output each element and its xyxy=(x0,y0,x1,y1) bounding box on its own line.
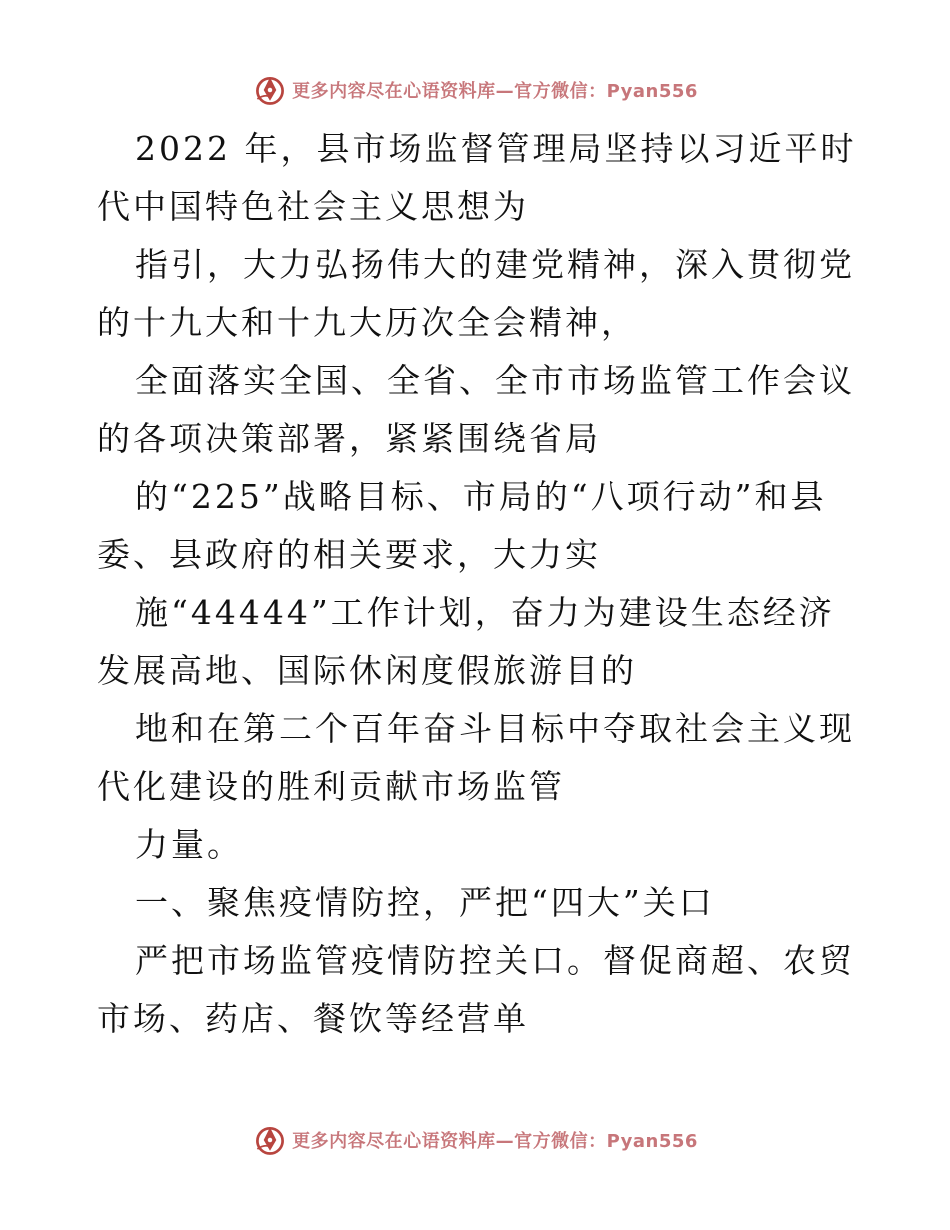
watermark-footer xyxy=(0,1120,950,1160)
watermark-group xyxy=(252,72,698,108)
text-line: 化建设的胜利贡献市场监管 xyxy=(133,767,565,806)
text-line: 地和在第二个百年奋斗目标中夺取社会主义现代 xyxy=(97,709,855,806)
watermark-group xyxy=(252,1122,698,1158)
text-line: 施“44444”工作计划，奋力为建设生态经济发 xyxy=(97,593,835,690)
text-line: 十九大和十九大历次全会精神， xyxy=(133,303,637,342)
watermark-text: 更多内容尽在心语资料库—官方微信：Pyan556 xyxy=(292,1131,698,1152)
text-line: 的“225”战略目标、市局的“八项行动”和县 xyxy=(135,477,827,516)
paragraph-3 xyxy=(97,352,857,468)
text-line: 指引，大力弘扬伟大的建党精神，深入贯彻党的 xyxy=(97,245,855,342)
paragraph-6 xyxy=(97,700,857,816)
document-body xyxy=(97,120,857,1048)
watermark-header xyxy=(0,70,950,110)
paragraph-4 xyxy=(97,468,857,584)
watermark-text: 更多内容尽在心语资料库—官方微信：Pyan556 xyxy=(292,81,698,102)
text-line: 各项决策部署，紧紧围绕省局 xyxy=(133,419,601,458)
paragraph-1 xyxy=(97,120,857,236)
pen-nib-circle-icon xyxy=(252,1122,288,1158)
paragraph-5 xyxy=(97,584,857,700)
text-line: 2022 年，县市场监督管理局坚持以习近平时代 xyxy=(97,129,857,226)
text-line: 严把市场监管疫情防控关口。督促商超、农贸市 xyxy=(97,941,855,1038)
text-line: 中国特色社会主义思想为 xyxy=(133,187,529,226)
text-line: 力量。 xyxy=(135,825,243,864)
pen-nib-circle-icon xyxy=(252,72,288,108)
text-line: 场、药店、餐饮等经营单 xyxy=(133,999,529,1038)
heading-text: 一、聚焦疫情防控，严把“四大”关口 xyxy=(135,883,715,922)
section-heading xyxy=(97,874,857,932)
text-line: 展高地、国际休闲度假旅游目的 xyxy=(133,651,637,690)
text-line: 全面落实全国、全省、全市市场监管工作会议的 xyxy=(97,361,855,458)
paragraph-2 xyxy=(97,236,857,352)
paragraph-7 xyxy=(97,816,857,874)
text-line: 委、县政府的相关要求，大力实 xyxy=(97,535,601,574)
paragraph-8 xyxy=(97,932,857,1048)
